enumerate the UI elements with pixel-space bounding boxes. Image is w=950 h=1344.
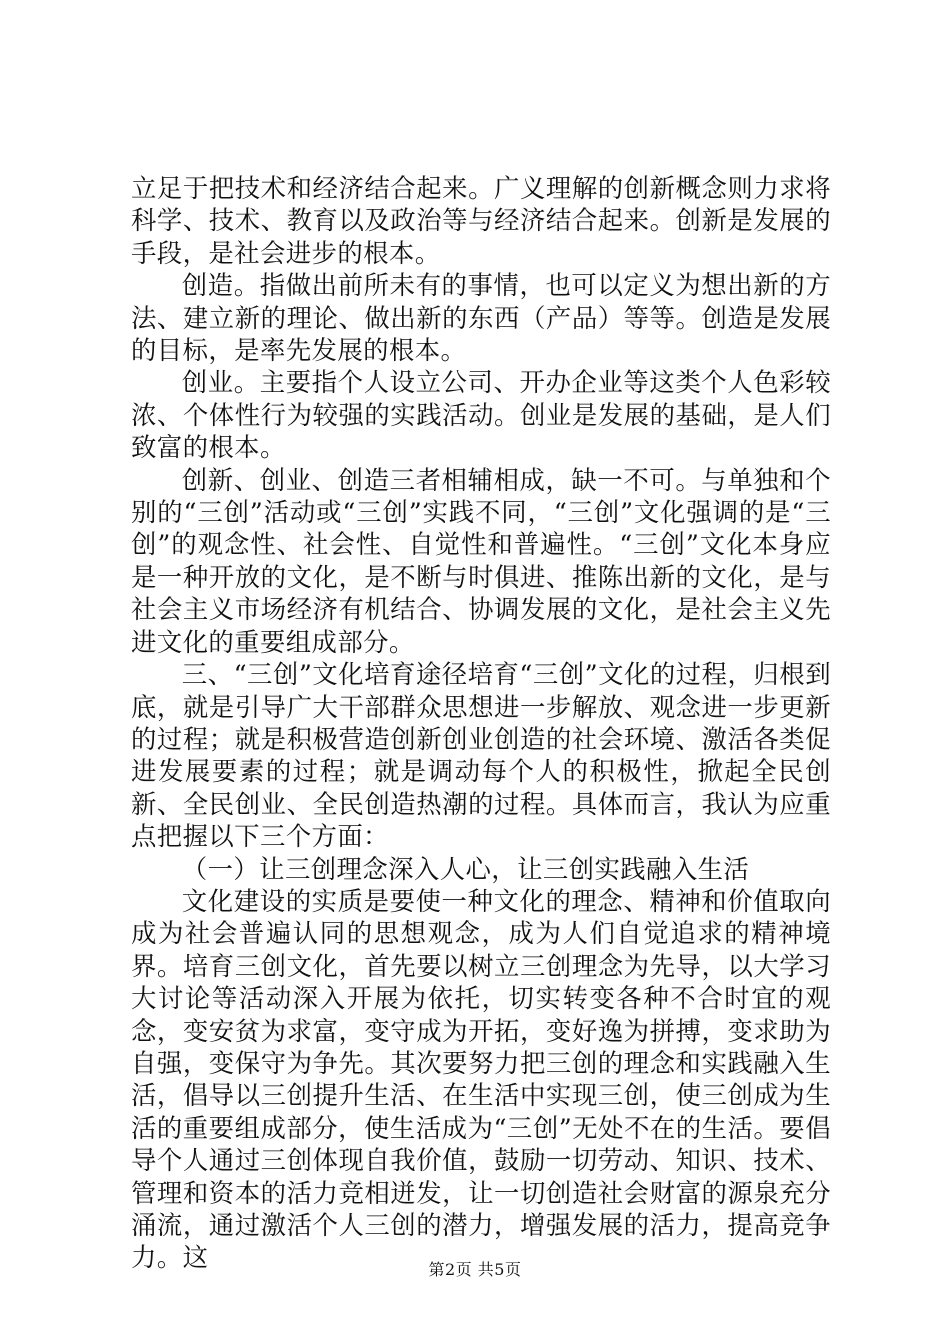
paragraph-three-creations: 创新、创业、创造三者相辅相成，缺一不可。与单独和个别的“三创”活动或“三创”实践不同，“三创”文化强调的是“三创”的观念性、社会性、自觉性和普遍性。“三创”文化本身应是一种开放的文化，是不断与时俱进、推陈出新的文化，是与社会主义市场经济有机结合、协调发展的文化，是社会主义先进文化的重要组成部分。: [131, 464, 831, 657]
paragraph-continuation: 立足于把技术和经济结合起来。广义理解的创新概念则力求将科学、技术、教育以及政治等与经济结合起来。创新是发展的手段，是社会进步的根本。: [131, 173, 831, 268]
paragraph-entrepreneurship: 创业。主要指个人设立公司、开办企业等这类个人色彩较浓、个体性行为较强的实践活动。创业是发展的基础，是人们致富的根本。: [131, 367, 831, 463]
paragraph-cultivation-path: 三、“三创”文化培育途径培育“三创”文化的过程，归根到底，就是引导广大干部群众思想进一步解放、观念进一步更新的过程；就是积极营造创新创业创造的社会环境、激活各类促进发展要素的过程；就是调动每个人的积极性，掀起全民创新、全民创业、全民创造热潮的过程。具体而言，我认为应重点把握以下三个方面：: [131, 659, 831, 852]
document-body: [131, 172, 831, 1274]
page-footer: 第2页 共5页: [428, 1260, 522, 1279]
paragraph-culture-building: 文化建设的实质是要使一种文化的理念、精神和价值取向成为社会普遍认同的思想观念，成为人们自觉追求的精神境界。培育三创文化，首先要以树立三创理念为先导，以大学习大讨论等活动深入开展为依托，切实转变各种不合时宜的观念，变安贫为求富，变守成为开拓，变好逸为拼搏，变求助为自强，变保守为争先。其次要努力把三创的理念和实践融入生活，倡导以三创提升生活、在生活中实现三创，使三创成为生活的重要组成部分，使生活成为“三创”无处不在的生活。要倡导个人通过三创体现自我价值，鼓励一切劳动、知识、技术、管理和资本的活力竞相迸发，让一切创造社会财富的源泉充分涌流，通过激活个人三创的潜力，增强发展的活力，提高竞争力。这: [131, 885, 831, 1273]
section-heading-one: （一）让三创理念深入人心，让三创实践融入生活: [181, 853, 750, 884]
paragraph-creation: 创造。指做出前所未有的事情，也可以定义为想出新的方法、建立新的理论、做出新的东西（产品）等等。创造是发展的目标，是率先发展的根本。: [131, 270, 831, 366]
